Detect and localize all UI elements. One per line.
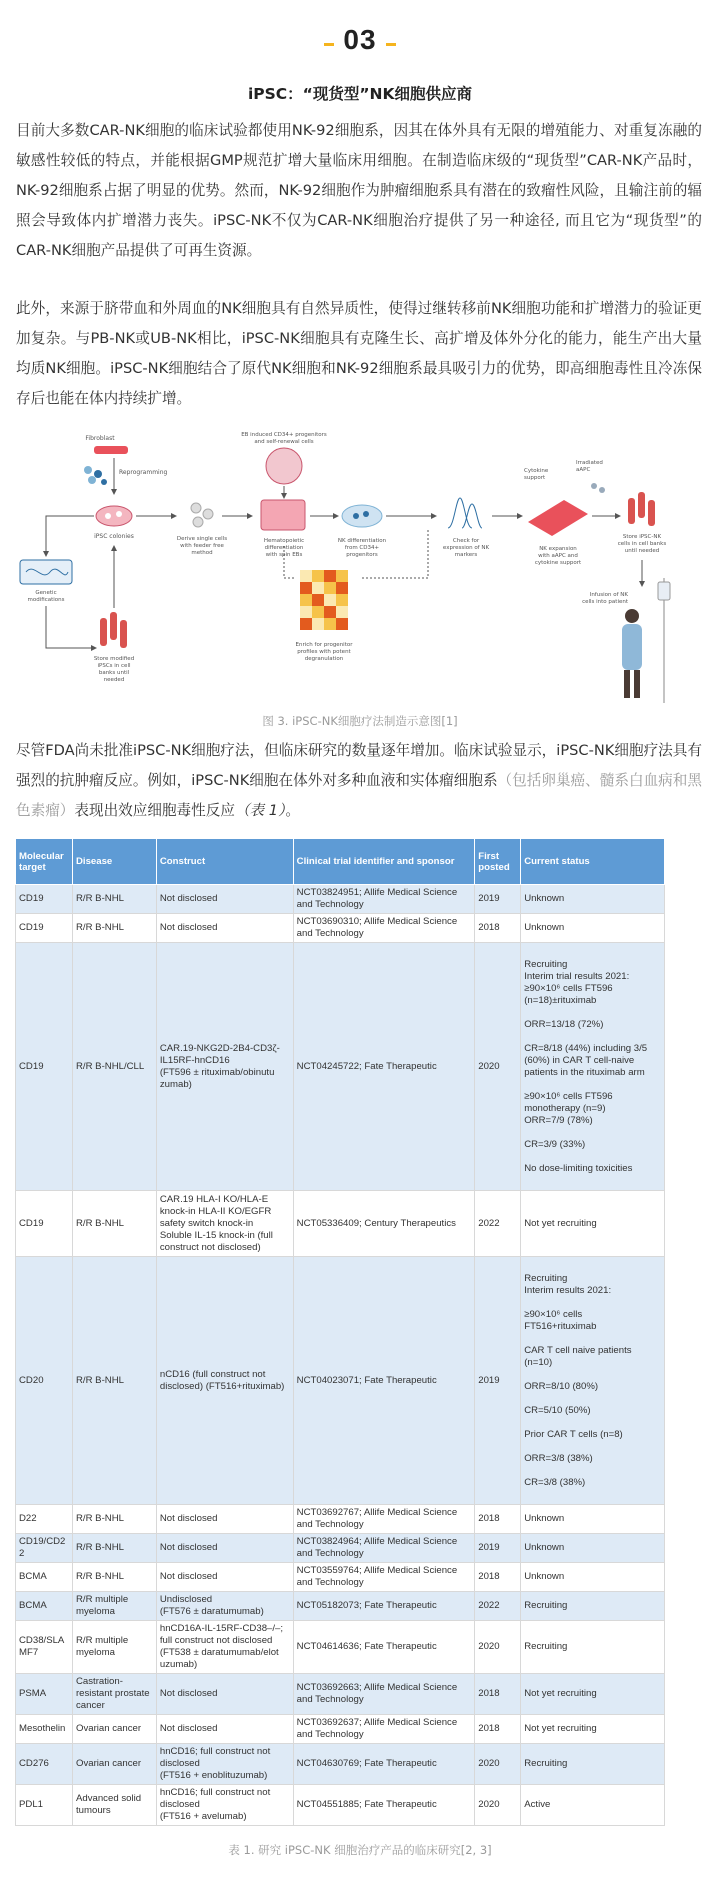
cell-trial-line: and Technology xyxy=(296,899,364,910)
cell-disease: R/R multiple myeloma xyxy=(72,1621,156,1674)
cell-status xyxy=(521,1534,665,1563)
cell-disease: R/R B-NHL xyxy=(72,914,156,943)
cell-first-posted: 2020 xyxy=(475,1621,521,1674)
cell-construct-line: (FT516 + avelumab) xyxy=(159,1811,247,1822)
cell-trial xyxy=(293,1715,475,1744)
eb-progenitor-icon xyxy=(266,448,302,484)
table-caption: 表 1. 研究 iPSC-NK 细胞治疗产品的临床研究[2, 3] xyxy=(228,1843,492,1857)
cell-status-line: ≥90×10⁶ cells xyxy=(524,1308,583,1320)
cell-construct xyxy=(156,1257,293,1505)
modified-ipsc-tubes-icon xyxy=(100,612,127,648)
cell-trial xyxy=(293,1191,475,1257)
cell-trial-line: and Technology xyxy=(296,1577,364,1588)
cell-construct-line: (FT596 ± rituximab/obinutu xyxy=(159,1066,275,1078)
cell-status-line xyxy=(524,1417,661,1429)
svg-text:Store modifiediPSCs in cellban xyxy=(94,656,134,683)
hema-label-1: Hematopoietic xyxy=(263,538,305,544)
cell-status-line: No dose-limiting toxicities xyxy=(524,1162,633,1174)
cell-first-posted: 2018 xyxy=(475,914,521,943)
cell-status-line xyxy=(524,1007,661,1019)
cell-disease: Castration-resistant prostate cancer xyxy=(72,1674,156,1715)
table-row xyxy=(16,943,665,1191)
cell-status-line: patients in the rituximab arm xyxy=(524,1066,645,1078)
cell-status xyxy=(521,1785,665,1826)
cell-target: CD19 xyxy=(16,1191,73,1257)
enrich-label-2: profiles with potent xyxy=(297,649,351,655)
clinical-trials-table xyxy=(15,838,665,1826)
svg-text:EB induced CD34+ progenitorsan xyxy=(241,432,327,445)
expansion-label-2: with aAPC and xyxy=(538,553,578,559)
cell-first-posted: 2018 xyxy=(475,1563,521,1592)
cell-trial-line: NCT03692663; Allife Medical Science xyxy=(296,1682,458,1693)
table-row xyxy=(16,1563,665,1592)
cell-status-line xyxy=(524,1151,661,1163)
header-first-posted: First posted xyxy=(475,839,521,885)
cell-construct xyxy=(156,914,293,943)
derive-label-1: Derive single cells xyxy=(176,536,228,542)
cell-construct-line: hnCD16A-IL-15RF-CD38–/–; xyxy=(159,1623,284,1634)
dna-icon xyxy=(20,560,72,584)
cell-trial xyxy=(293,1563,475,1592)
section-title: iPSC：“现货型”NK细胞供应商 xyxy=(247,85,473,103)
expansion-label-3: cytokine support xyxy=(534,560,582,566)
storemod-label-1: Store modified xyxy=(93,656,135,662)
cell-trial xyxy=(293,1592,475,1621)
enrich-label-1: Enrich for progenitor xyxy=(295,642,353,648)
table-row xyxy=(16,885,665,914)
cell-status-line: Not yet recruiting xyxy=(524,1723,597,1734)
cell-construct-line: zumab) xyxy=(159,1078,192,1090)
cell-status-line: Unknown xyxy=(524,1571,565,1582)
cell-disease: R/R B-NHL xyxy=(72,1191,156,1257)
cell-target: CD38/SLA MF7 xyxy=(16,1621,73,1674)
cell-construct xyxy=(156,885,293,914)
cell-disease: R/R B-NHL xyxy=(72,1257,156,1505)
cell-status xyxy=(521,1505,665,1534)
cell-disease: R/R B-NHL xyxy=(72,1563,156,1592)
infusion-label-2: cells into patient xyxy=(582,599,628,605)
cell-status-line xyxy=(524,1031,661,1043)
table-row xyxy=(16,1715,665,1744)
fibroblast-label: Fibroblast xyxy=(85,435,115,442)
cell-first-posted: 2019 xyxy=(475,1534,521,1563)
cell-status-line: FT516+rituximab xyxy=(524,1320,597,1332)
cell-first-posted: 2018 xyxy=(475,1715,521,1744)
eb-label-2: and self-renewal cells xyxy=(254,439,314,445)
cell-construct-line: Not disclosed xyxy=(159,893,218,904)
cell-construct-line: (FT538 ± daratumumab/elot xyxy=(159,1647,279,1658)
cell-trial-line: NCT04614636; Fate Therapeutic xyxy=(296,1641,437,1652)
cell-trial-line: NCT04630769; Fate Therapeutic xyxy=(296,1758,437,1769)
cell-construct-line: (FT516 + enoblituzumab) xyxy=(159,1770,268,1781)
cell-trial-line: and Technology xyxy=(296,1548,364,1559)
cell-trial-line: NCT03559764; Allife Medical Science xyxy=(296,1565,458,1576)
cell-status-line: Not yet recruiting xyxy=(524,1217,597,1229)
paragraph-clinical-tail: 表现出效应细胞毒性反应 xyxy=(74,802,235,819)
cell-status xyxy=(521,1744,665,1785)
table-reference-link: （表 1） xyxy=(234,802,286,819)
cell-trial xyxy=(293,943,475,1191)
cell-construct-line: Soluble IL-15 knock-in (full xyxy=(159,1229,273,1241)
cell-first-posted: 2020 xyxy=(475,1785,521,1826)
nkdiff-label-3: progenitors xyxy=(346,552,378,558)
cell-status-line: Recruiting xyxy=(524,1272,568,1284)
table-row xyxy=(16,1534,665,1563)
svg-text:Derive single cellswith feeder xyxy=(177,536,227,556)
cell-status-line: (60%) in CAR T cell-naive xyxy=(524,1054,635,1066)
cell-trial-line: NCT03692637; Allife Medical Science xyxy=(296,1717,458,1728)
nkdiff-label-1: NK differentiation xyxy=(337,538,387,544)
cell-construct xyxy=(156,1592,293,1621)
cell-first-posted: 2018 xyxy=(475,1505,521,1534)
paragraph-clinical-note: （包括卵巢癌、髓系白血病和黑色素瘤） xyxy=(16,772,702,819)
paragraph-clinical-end: 。 xyxy=(285,802,300,819)
svg-text:NK differentiationfrom CD34+pr xyxy=(338,538,387,558)
cell-trial-line: and Technology xyxy=(296,1729,364,1740)
cell-status xyxy=(521,885,665,914)
ipsc-dish-icon xyxy=(96,506,132,526)
cell-construct-line: hnCD16; full construct not xyxy=(159,1787,271,1798)
cell-first-posted: 2022 xyxy=(475,1191,521,1257)
eb-label-1: EB induced CD34+ progenitors xyxy=(241,432,327,438)
cell-status-line: Unknown xyxy=(524,1513,565,1524)
cell-target: D22 xyxy=(16,1505,73,1534)
cell-status-line: Unknown xyxy=(524,893,565,904)
cell-trial xyxy=(293,1674,475,1715)
cell-target: CD276 xyxy=(16,1744,73,1785)
cell-status-line: CAR T cell naive patients xyxy=(524,1344,632,1356)
single-cells-icon xyxy=(191,503,213,527)
table-row xyxy=(16,1592,665,1621)
cell-trial xyxy=(293,914,475,943)
derive-label-2: with feeder free xyxy=(180,543,224,549)
cell-status xyxy=(521,1563,665,1592)
cell-status-line: Recruiting xyxy=(524,1600,568,1611)
table-header-row xyxy=(16,839,665,885)
storemod-label-2: iPSCs in cell xyxy=(97,663,131,669)
check-label-1: Check for xyxy=(452,538,480,544)
cell-status-line: CR=3/8 (38%) xyxy=(524,1476,586,1488)
cell-target: CD19 xyxy=(16,943,73,1191)
cell-trial xyxy=(293,1505,475,1534)
figure-caption: 图 3. iPSC-NK细胞疗法制造示意图[1] xyxy=(262,714,458,728)
cell-status-line xyxy=(524,1441,661,1453)
cell-target: CD19/CD2 2 xyxy=(16,1534,73,1563)
svg-text:Geneticmodifications xyxy=(27,590,64,603)
cell-status-line: CR=8/18 (44%) including 3/5 xyxy=(524,1042,648,1054)
cell-construct-line: hnCD16; full construct not xyxy=(159,1746,271,1757)
cell-status-line: Not yet recruiting xyxy=(524,1688,597,1699)
cell-status xyxy=(521,943,665,1191)
cell-status-line xyxy=(524,1297,661,1309)
cell-target: Mesothelin xyxy=(16,1715,73,1744)
cell-target: BCMA xyxy=(16,1592,73,1621)
cell-construct xyxy=(156,1191,293,1257)
cell-status xyxy=(521,1621,665,1674)
infusion-label-1: Infusion of NK xyxy=(589,592,628,598)
svg-text:Cytokinesupport xyxy=(524,468,549,481)
header-disease: Disease xyxy=(72,839,156,885)
cell-construct-line: nCD16 (full construct not xyxy=(159,1368,266,1380)
storemod-label-3: banks until xyxy=(98,670,130,676)
cell-construct-line: Not disclosed xyxy=(159,1513,218,1524)
cell-construct-line: disclosed xyxy=(159,1799,200,1810)
cell-target: CD19 xyxy=(16,885,73,914)
cell-status-line xyxy=(524,1369,661,1381)
cell-construct xyxy=(156,1744,293,1785)
cell-status-line: Unknown xyxy=(524,922,565,933)
cell-trial xyxy=(293,1257,475,1505)
cell-disease: Ovarian cancer xyxy=(72,1715,156,1744)
cell-construct xyxy=(156,1534,293,1563)
table-row xyxy=(16,1621,665,1674)
cell-status-line xyxy=(524,1127,661,1139)
cell-status-line: ORR=13/18 (72%) xyxy=(524,1018,604,1030)
section-number: 03 xyxy=(343,24,377,55)
paragraph-intro: 目前大多数CAR-NK细胞的临床试验都使用NK-92细胞系，因其在体外具有无限的增殖能力、对重复冻融的敏感性较低的特点，并能根据GMP规范扩增大量临床用细胞。在制造临床级的“现货型”CAR-NK产品时，NK-92细胞系占据了明显的优势。然而，NK-92细胞作为肿瘤细胞系具有潜在的致瘤性风险，且输注前的辐照会导致体内扩增潜力丧失。iPSC-NK不仅为CAR-NK细胞治疗提供了另一种途径, 而且它为“现货型”的CAR-NK细胞产品提供了可再生资源。 xyxy=(16,122,702,259)
cell-construct-line: CAR.19-NKG2D-2B4-CD3ζ- xyxy=(159,1042,280,1054)
nkdiff-label-2: from CD34+ xyxy=(344,545,380,551)
table-body xyxy=(16,885,665,1826)
cell-construct xyxy=(156,1715,293,1744)
cell-status xyxy=(521,1715,665,1744)
derive-label-3: method xyxy=(191,550,213,556)
header-status: Current status xyxy=(521,839,665,885)
cell-trial-line: and Technology xyxy=(296,1519,364,1530)
cell-trial-line: NCT03692767; Allife Medical Science xyxy=(296,1507,458,1518)
cell-bank-tubes-icon xyxy=(628,492,655,526)
cell-target: BCMA xyxy=(16,1563,73,1592)
cell-construct xyxy=(156,1563,293,1592)
header-construct: Construct xyxy=(156,839,293,885)
svg-text:Store iPSC-NKcells in cell ban xyxy=(618,534,667,554)
hema-label-2: differentiation xyxy=(264,545,304,551)
cytokine-label-1: Cytokine xyxy=(524,468,549,474)
well-plate-icon xyxy=(261,500,305,530)
nk-dish-icon xyxy=(342,505,382,527)
cell-status xyxy=(521,1592,665,1621)
cell-status-line: Active xyxy=(524,1799,551,1810)
storenk-label-2: cells in cell banks xyxy=(617,541,667,547)
cell-trial xyxy=(293,1534,475,1563)
left-dash-decoration xyxy=(324,43,334,46)
cell-status-line: CR=5/10 (50%) xyxy=(524,1404,591,1416)
cell-construct xyxy=(156,1785,293,1826)
reprogramming-label: Reprogramming xyxy=(119,469,168,476)
cell-status-line: Recruiting xyxy=(524,1641,568,1652)
fibroblast-cells-icon xyxy=(84,446,128,485)
cell-first-posted: 2019 xyxy=(475,1257,521,1505)
cell-disease: Ovarian cancer xyxy=(72,1744,156,1785)
heatmap-icon xyxy=(300,570,348,630)
paragraph-heterogeneity: 此外，来源于脐带血和外周血的NK细胞具有自然异质性，使得过继转移前NK细胞功能和扩增潜力的验证更加复杂。与PB-NK或UB-NK相比，iPSC-NK细胞具有克隆生长、高扩增及体外分化的能力，能生产出大量均质NK细胞。iPSC-NK细胞结合了原代NK细胞和NK-92细胞系最具吸引力的优势，即高细胞毒性且冷冻保存后也能在体内持续扩增。 xyxy=(16,300,702,407)
cell-status-line: (n=18)±rituximab xyxy=(524,994,597,1006)
cell-status-line: CR=3/9 (33%) xyxy=(524,1138,586,1150)
cell-construct-line: safety switch knock-in xyxy=(159,1217,254,1229)
cell-target: PSMA xyxy=(16,1674,73,1715)
cell-status-line: ORR=3/8 (38%) xyxy=(524,1452,593,1464)
cell-target: CD20 xyxy=(16,1257,73,1505)
cell-status-line: ORR=7/9 (78%) xyxy=(524,1114,593,1126)
cell-construct-line: full construct not disclosed xyxy=(159,1635,273,1646)
section-number-header xyxy=(0,24,720,56)
patient-icon xyxy=(622,578,670,703)
cell-construct-line: CAR.19 HLA-I KO/HLA-E xyxy=(159,1193,269,1205)
cell-status-line: Unknown xyxy=(524,1542,565,1553)
cell-trial-line: NCT03824964; Allife Medical Science xyxy=(296,1536,458,1547)
table-row xyxy=(16,1744,665,1785)
cell-disease: R/R B-NHL/CLL xyxy=(72,943,156,1191)
cell-trial-line: NCT04023071; Fate Therapeutic xyxy=(296,1374,437,1386)
cell-status-line xyxy=(524,1465,661,1477)
cell-status xyxy=(521,1674,665,1715)
cell-trial-line: NCT03690310; Allife Medical Science xyxy=(296,916,458,927)
expansion-label-1: NK expansion xyxy=(539,546,577,552)
enrich-label-3: degranulation xyxy=(304,656,344,662)
cell-status-line: Recruiting xyxy=(524,1758,568,1769)
cell-target: PDL1 xyxy=(16,1785,73,1826)
cell-trial-line: and Technology xyxy=(296,1694,364,1705)
cell-status-line: (n=10) xyxy=(524,1356,553,1368)
cell-status-line: ≥90×10⁶ cells FT596 xyxy=(524,982,613,994)
ipsc-colonies-label: iPSC colonies xyxy=(94,533,134,540)
cell-disease: R/R B-NHL xyxy=(72,1505,156,1534)
genetic-label-1: Genetic xyxy=(35,590,57,596)
cell-trial-line: NCT05336409; Century Therapeutics xyxy=(296,1217,456,1229)
paragraph-clinical xyxy=(16,736,702,826)
cell-construct xyxy=(156,1505,293,1534)
flow-histogram-icon xyxy=(448,498,482,528)
cell-disease: Advanced solid tumours xyxy=(72,1785,156,1826)
cell-disease: R/R B-NHL xyxy=(72,885,156,914)
cell-trial xyxy=(293,1785,475,1826)
cell-construct-line: Not disclosed xyxy=(159,1571,218,1582)
storemod-label-4: needed xyxy=(103,677,125,683)
cell-construct-line: knock-in HLA-II KO/EGFR xyxy=(159,1205,272,1217)
cell-status xyxy=(521,1257,665,1505)
table-row xyxy=(16,914,665,943)
manufacturing-diagram xyxy=(16,428,702,708)
svg-text:NK expansionwith aAPC andcytok xyxy=(535,546,582,566)
cell-status xyxy=(521,914,665,943)
cell-trial-line: NCT04551885; Fate Therapeutic xyxy=(296,1799,437,1810)
cell-first-posted: 2022 xyxy=(475,1592,521,1621)
expansion-flask-icon xyxy=(528,500,588,536)
irradiated-label-2: aAPC xyxy=(576,467,591,473)
svg-text:Infusion of NKcells into patie xyxy=(582,592,629,605)
svg-text:Enrich for progenitorprofiles xyxy=(296,642,354,662)
cell-first-posted: 2020 xyxy=(475,943,521,1191)
cell-trial-line: and Technology xyxy=(296,928,364,939)
paragraph-clinical-main: 尽管FDA尚未批准iPSC-NK细胞疗法，但临床研究的数量逐年增加。临床试验显示，iPSC-NK细胞疗法具有强烈的抗肿瘤反应。例如，iPSC-NK细胞在体外对多种血液和实体瘤细胞系 xyxy=(16,742,702,789)
storenk-label-3: until needed xyxy=(624,548,660,554)
cell-status-line: Interim results 2021: xyxy=(524,1284,612,1296)
cell-construct xyxy=(156,1674,293,1715)
cell-target: CD19 xyxy=(16,914,73,943)
svg-text:IrradiatedaAPC xyxy=(576,460,603,473)
cell-construct-line: Not disclosed xyxy=(159,1723,218,1734)
cell-trial xyxy=(293,1621,475,1674)
storenk-label-1: Store iPSC-NK xyxy=(622,534,662,540)
cell-trial-line: NCT05182073; Fate Therapeutic xyxy=(296,1600,437,1611)
cell-disease: R/R B-NHL xyxy=(72,1534,156,1563)
cell-status-line xyxy=(524,1079,661,1091)
header-molecular-target: Molecular target xyxy=(16,839,73,885)
cell-construct-line: Not disclosed xyxy=(159,1688,218,1699)
cell-construct-line: Not disclosed xyxy=(159,1542,218,1553)
cell-construct-line: disclosed) (FT516+rituximab) xyxy=(159,1380,285,1392)
cell-status xyxy=(521,1191,665,1257)
table-row xyxy=(16,1785,665,1826)
check-label-2: expression of NK xyxy=(442,545,490,551)
cell-construct-line: IL15RF-hnCD16 xyxy=(159,1054,230,1066)
cell-construct-line: Undisclosed xyxy=(159,1594,213,1605)
cell-status-line: ≥90×10⁶ cells FT596 xyxy=(524,1090,613,1102)
hema-label-3: with spin EBs xyxy=(265,552,303,558)
genetic-label-2: modifications xyxy=(27,597,65,603)
cell-status-line: ORR=8/10 (80%) xyxy=(524,1380,599,1392)
cell-disease: R/R multiple myeloma xyxy=(72,1592,156,1621)
table-row xyxy=(16,1191,665,1257)
cell-construct xyxy=(156,1621,293,1674)
right-dash-decoration xyxy=(386,43,396,46)
table-row xyxy=(16,1505,665,1534)
cytokine-label-2: support xyxy=(524,475,546,481)
cell-first-posted: 2019 xyxy=(475,885,521,914)
cell-trial xyxy=(293,885,475,914)
cell-construct-line: uzumab) xyxy=(159,1659,198,1670)
cell-trial-line: NCT04245722; Fate Therapeutic xyxy=(296,1060,437,1072)
cell-status-line xyxy=(524,1393,661,1405)
cell-construct-line: (FT576 ± daratumumab) xyxy=(159,1606,264,1617)
cell-construct xyxy=(156,943,293,1191)
svg-text:Check forexpression of NKmarke xyxy=(443,538,490,558)
header-trial: Clinical trial identifier and sponsor xyxy=(293,839,475,885)
cell-construct-line: construct not disclosed) xyxy=(159,1241,261,1253)
cell-status-line: Prior CAR T cells (n=8) xyxy=(524,1428,623,1440)
check-label-3: markers xyxy=(454,552,478,558)
table-row xyxy=(16,1674,665,1715)
cell-first-posted: 2018 xyxy=(475,1674,521,1715)
cell-trial-line: NCT03824951; Allife Medical Science xyxy=(296,887,458,898)
cell-trial xyxy=(293,1744,475,1785)
cell-status-line: Recruiting xyxy=(524,958,568,970)
cell-first-posted: 2020 xyxy=(475,1744,521,1785)
cell-status-line: monotherapy (n=9) xyxy=(524,1102,606,1114)
cell-construct-line: disclosed xyxy=(159,1758,200,1769)
cell-status-line: Interim trial results 2021: xyxy=(524,970,630,982)
cell-construct-line: Not disclosed xyxy=(159,922,218,933)
table-row xyxy=(16,1257,665,1505)
irradiated-label-1: Irradiated xyxy=(576,460,603,466)
cell-status-line xyxy=(524,1333,661,1345)
